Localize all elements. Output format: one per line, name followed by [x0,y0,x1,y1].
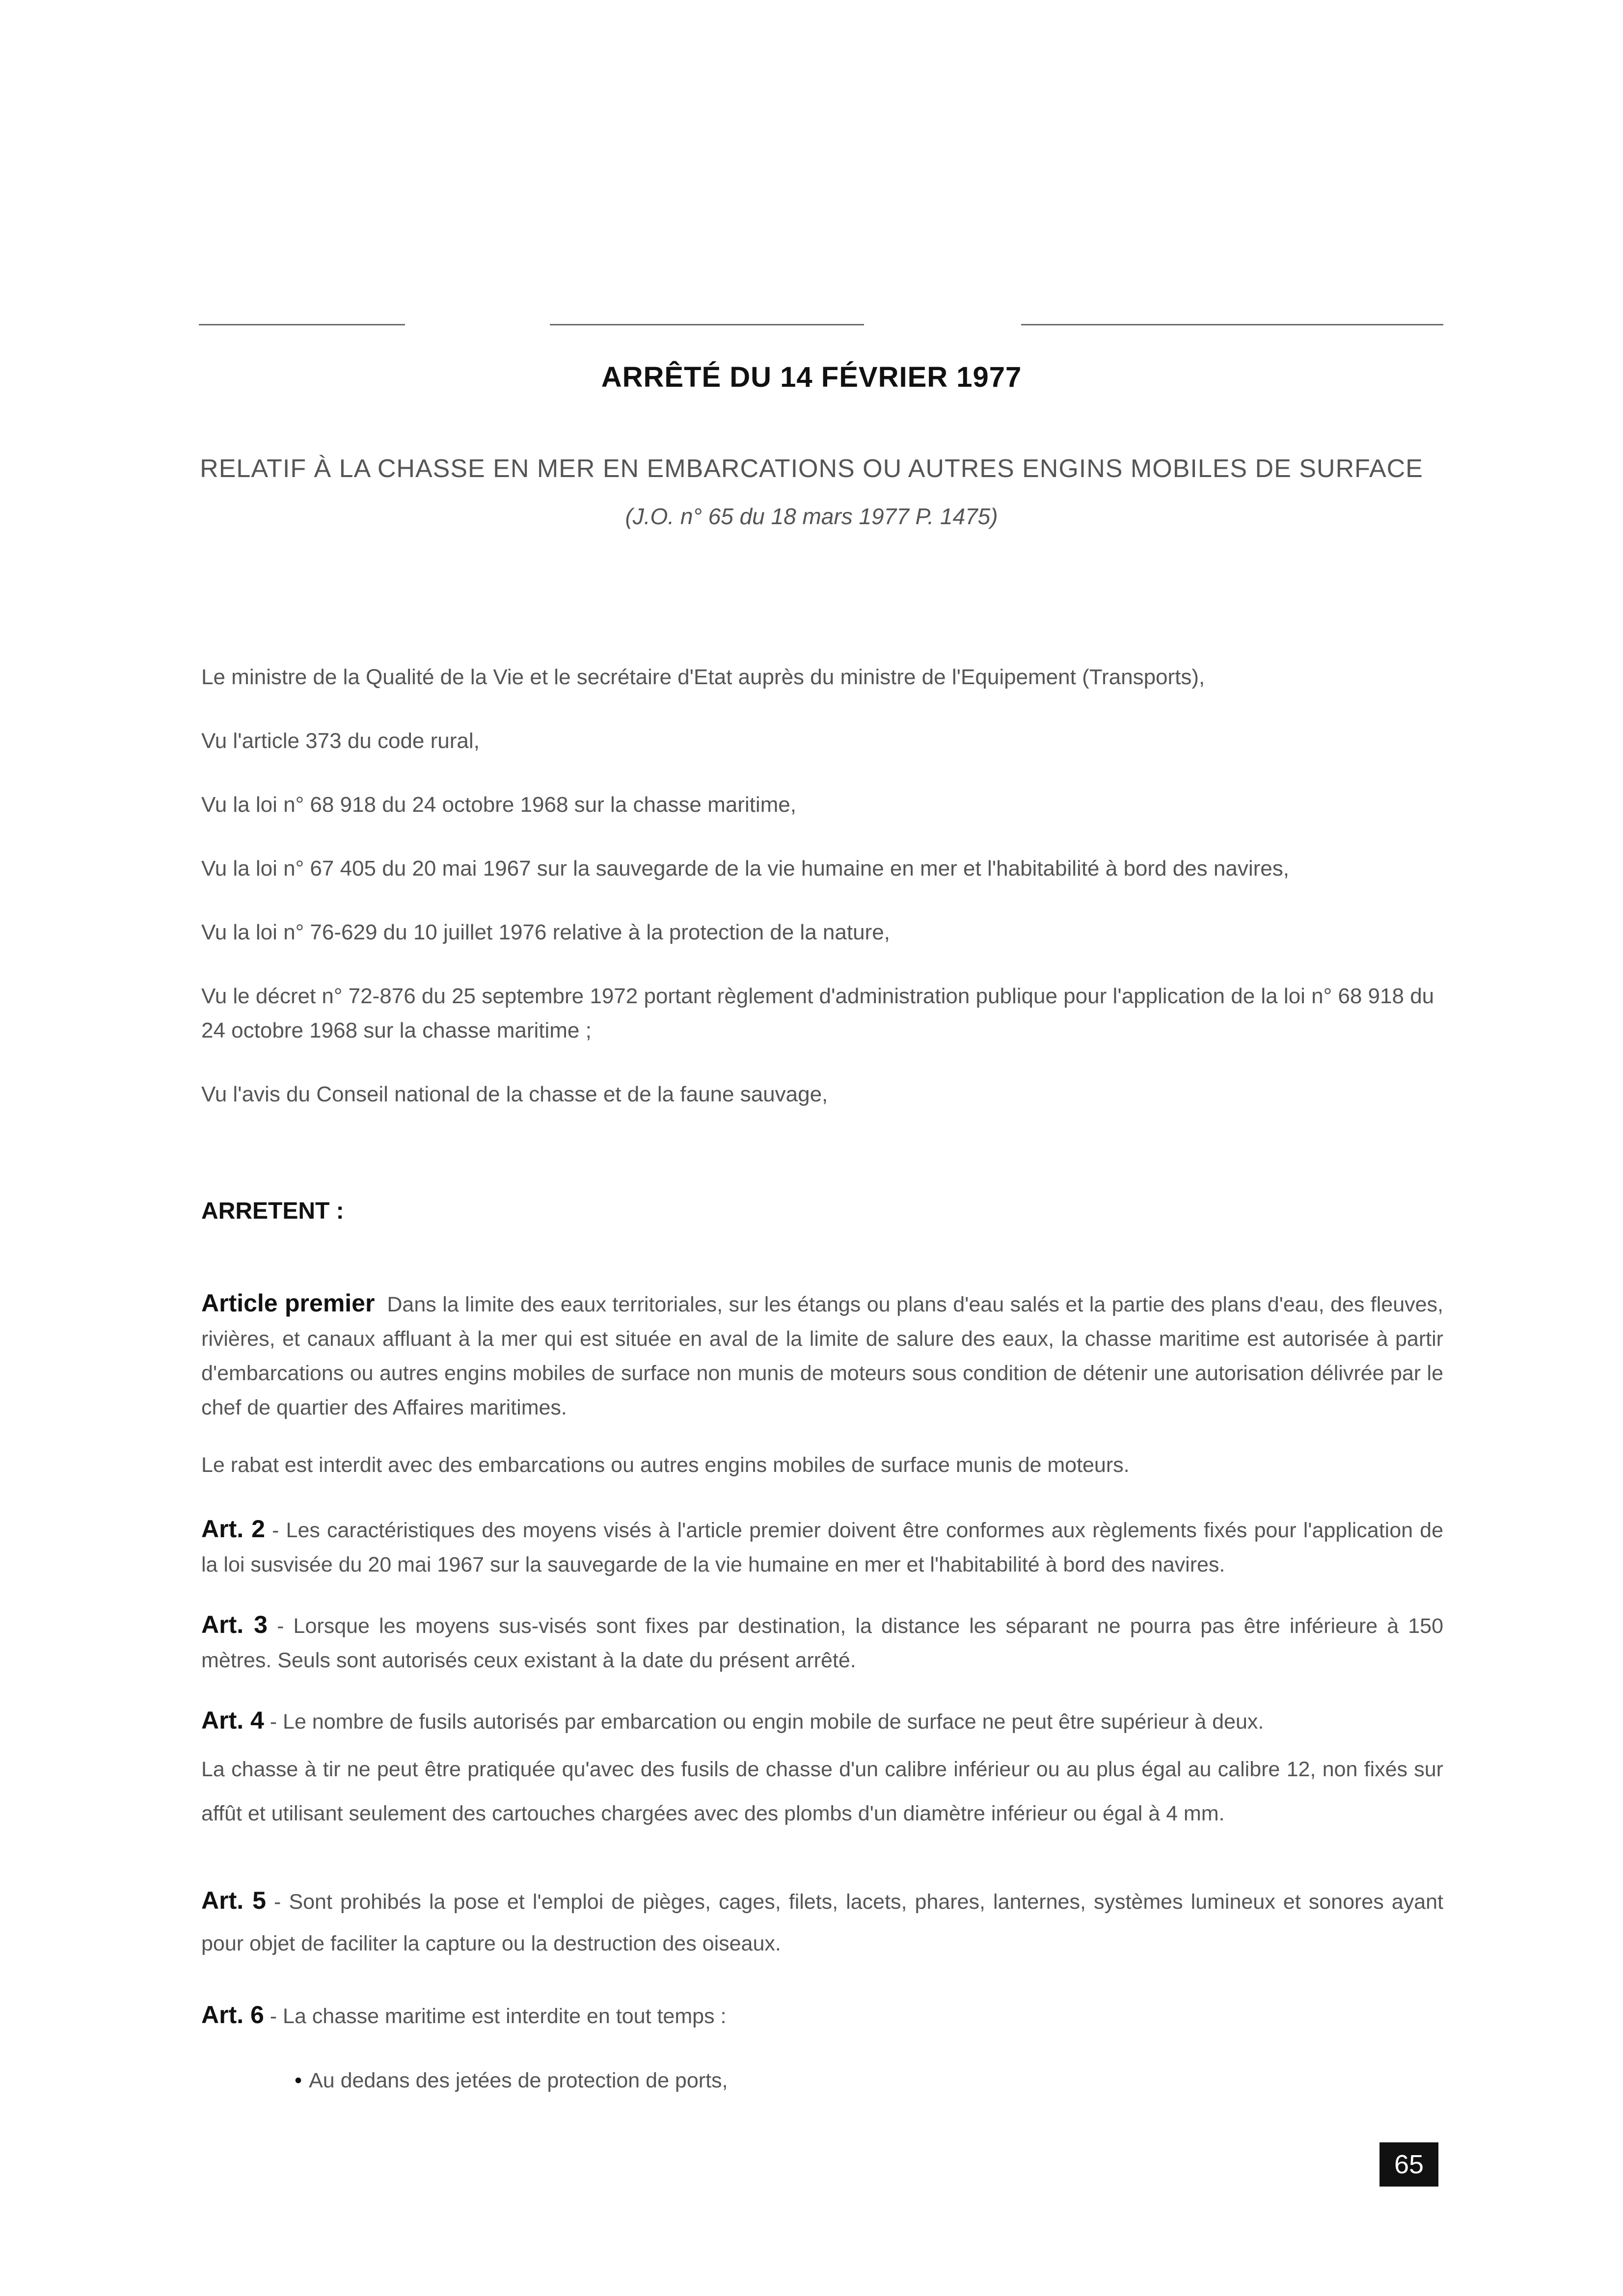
header-rule-segment [550,324,864,325]
article-text: Le nombre de fusils autorisés par embarcation ou engin mobile de surface ne peut être supérieur à deux. [283,1710,1264,1734]
header-rule-segment [1021,324,1443,325]
header-rule-segment [199,324,405,325]
preamble-vu-avis: Vu l'avis du Conseil national de la chasse et de la faune sauvage, [201,1082,828,1106]
preamble-minister: Le ministre de la Qualité de la Vie et le secrétaire d'Etat auprès du ministre de l'Equipement (Transports), [201,665,1205,689]
article-text: La chasse maritime est interdite en tout temps : [283,2004,727,2028]
article-label: Art. 6 [201,2001,264,2029]
list-item-text: Au dedans des jetées de protection de ports, [309,2069,728,2092]
list-item [295,2069,728,2093]
article-text: Sont prohibés la pose et l'emploi de pièges, cages, filets, lacets, phares, lanternes, systèmes lumineux et sonores ayant pour objet de faciliter la capture ou la destruction des oiseaux. [201,1890,1443,1955]
preamble-vu-decret-1972: Vu le décret n° 72-876 du 25 septembre 1972 portant règlement d'administration publique pour l'application de la loi n° 68 918 du 24 octobre 1968 sur la chasse maritime ; [201,984,1434,1042]
article-text: Les caractéristiques des moyens visés à l'article premier doivent être conformes aux règlements fixés pour l'application de la loi susvisée du 20 mai 1967 sur la sauvegarde de la vie humaine en mer et l'habitabilité à bord des navires. [201,1519,1443,1576]
article-label: Art. 4 [201,1707,264,1734]
article-text: Dans la limite des eaux territoriales, sur les étangs ou plans d'eau salés et la partie des plans d'eau, des fleuves, rivières, et canaux affluant à la mer qui est située en aval de la limite de salure des eaux, la chasse maritime est autorisée à partir d'embarcations ou autres engins mobiles de surface non munis de moteurs sous condition de détenir une autorisation délivrée par le chef de quartier des Affaires maritimes. [201,1293,1443,1419]
article-label: Art. 3 [201,1611,268,1638]
preamble-vu-code-rural: Vu l'article 373 du code rural, [201,729,480,753]
article-4: Art. 4 - Le nombre de fusils autorisés par embarcation ou engin mobile de surface ne peut être supérieur à deux. [201,1707,1264,1734]
preamble-vu-loi-1967: Vu la loi n° 67 405 du 20 mai 1967 sur la sauvegarde de la vie humaine en mer et l'habitabilité à bord des navires, [201,856,1289,881]
preamble-vu-loi-1976: Vu la loi n° 76-629 du 10 juillet 1976 relative à la protection de la nature, [201,920,890,944]
document-title: ARRÊTÉ DU 14 FÉVRIER 1977 [601,361,1022,393]
preamble-vu-loi-1968: Vu la loi n° 68 918 du 24 octobre 1968 sur la chasse maritime, [201,793,796,817]
article-premier-rabat: Le rabat est interdit avec des embarcations ou autres engins mobiles de surface munis de moteurs. [201,1453,1130,1477]
article-label: Art. 5 [201,1887,266,1914]
document-subtitle: RELATIF À LA CHASSE EN MER EN EMBARCATIONS OU AUTRES ENGINS MOBILES DE SURFACE [200,454,1423,483]
journal-reference: (J.O. n° 65 du 18 mars 1977 P. 1475) [625,504,998,529]
arretent-heading: ARRETENT : [201,1198,344,1224]
article-4-calibre: La chasse à tir ne peut être pratiquée qu'avec des fusils de chasse d'un calibre inférieur ou au plus égal au calibre 12, non fixés sur affût et utilisant seulement des cartouches chargées avec des plombs d'un diamètre inférieur ou égal à 4 mm. [201,1758,1443,1825]
article-label: Article premier [201,1289,375,1317]
article-3: Art. 3 - Lorsque les moyens sus-visés sont fixes par destination, la distance les séparant ne pourra pas être inférieure à 150 mètres. Seuls sont autorisés ceux existant à la date du présent arrêté. [201,1611,1443,1672]
article-label: Art. 2 [201,1515,265,1543]
article-premier [201,1286,1443,1425]
article-2: Art. 2 - Les caractéristiques des moyens visés à l'article premier doivent être conformes aux règlements fixés pour l'application de la loi susvisée du 20 mai 1967 sur la sauvegarde de la vie humaine en mer et l'habitabilité à bord des navires. [201,1515,1443,1576]
article-5: Art. 5 - Sont prohibés la pose et l'emploi de pièges, cages, filets, lacets, phares, lanternes, systèmes lumineux et sonores ayant pour objet de faciliter la capture ou la destruction des oiseaux. [201,1887,1443,1955]
article-text: Lorsque les moyens sus-visés sont fixes par destination, la distance les séparant ne pourra pas être inférieure à 150 mètres. Seuls sont autorisés ceux existant à la date du présent arrêté. [201,1614,1443,1672]
article-6: Art. 6 - La chasse maritime est interdite en tout temps : [201,2001,727,2029]
bullet-icon: • [295,2069,302,2092]
page-number: 65 [1380,2142,1438,2187]
